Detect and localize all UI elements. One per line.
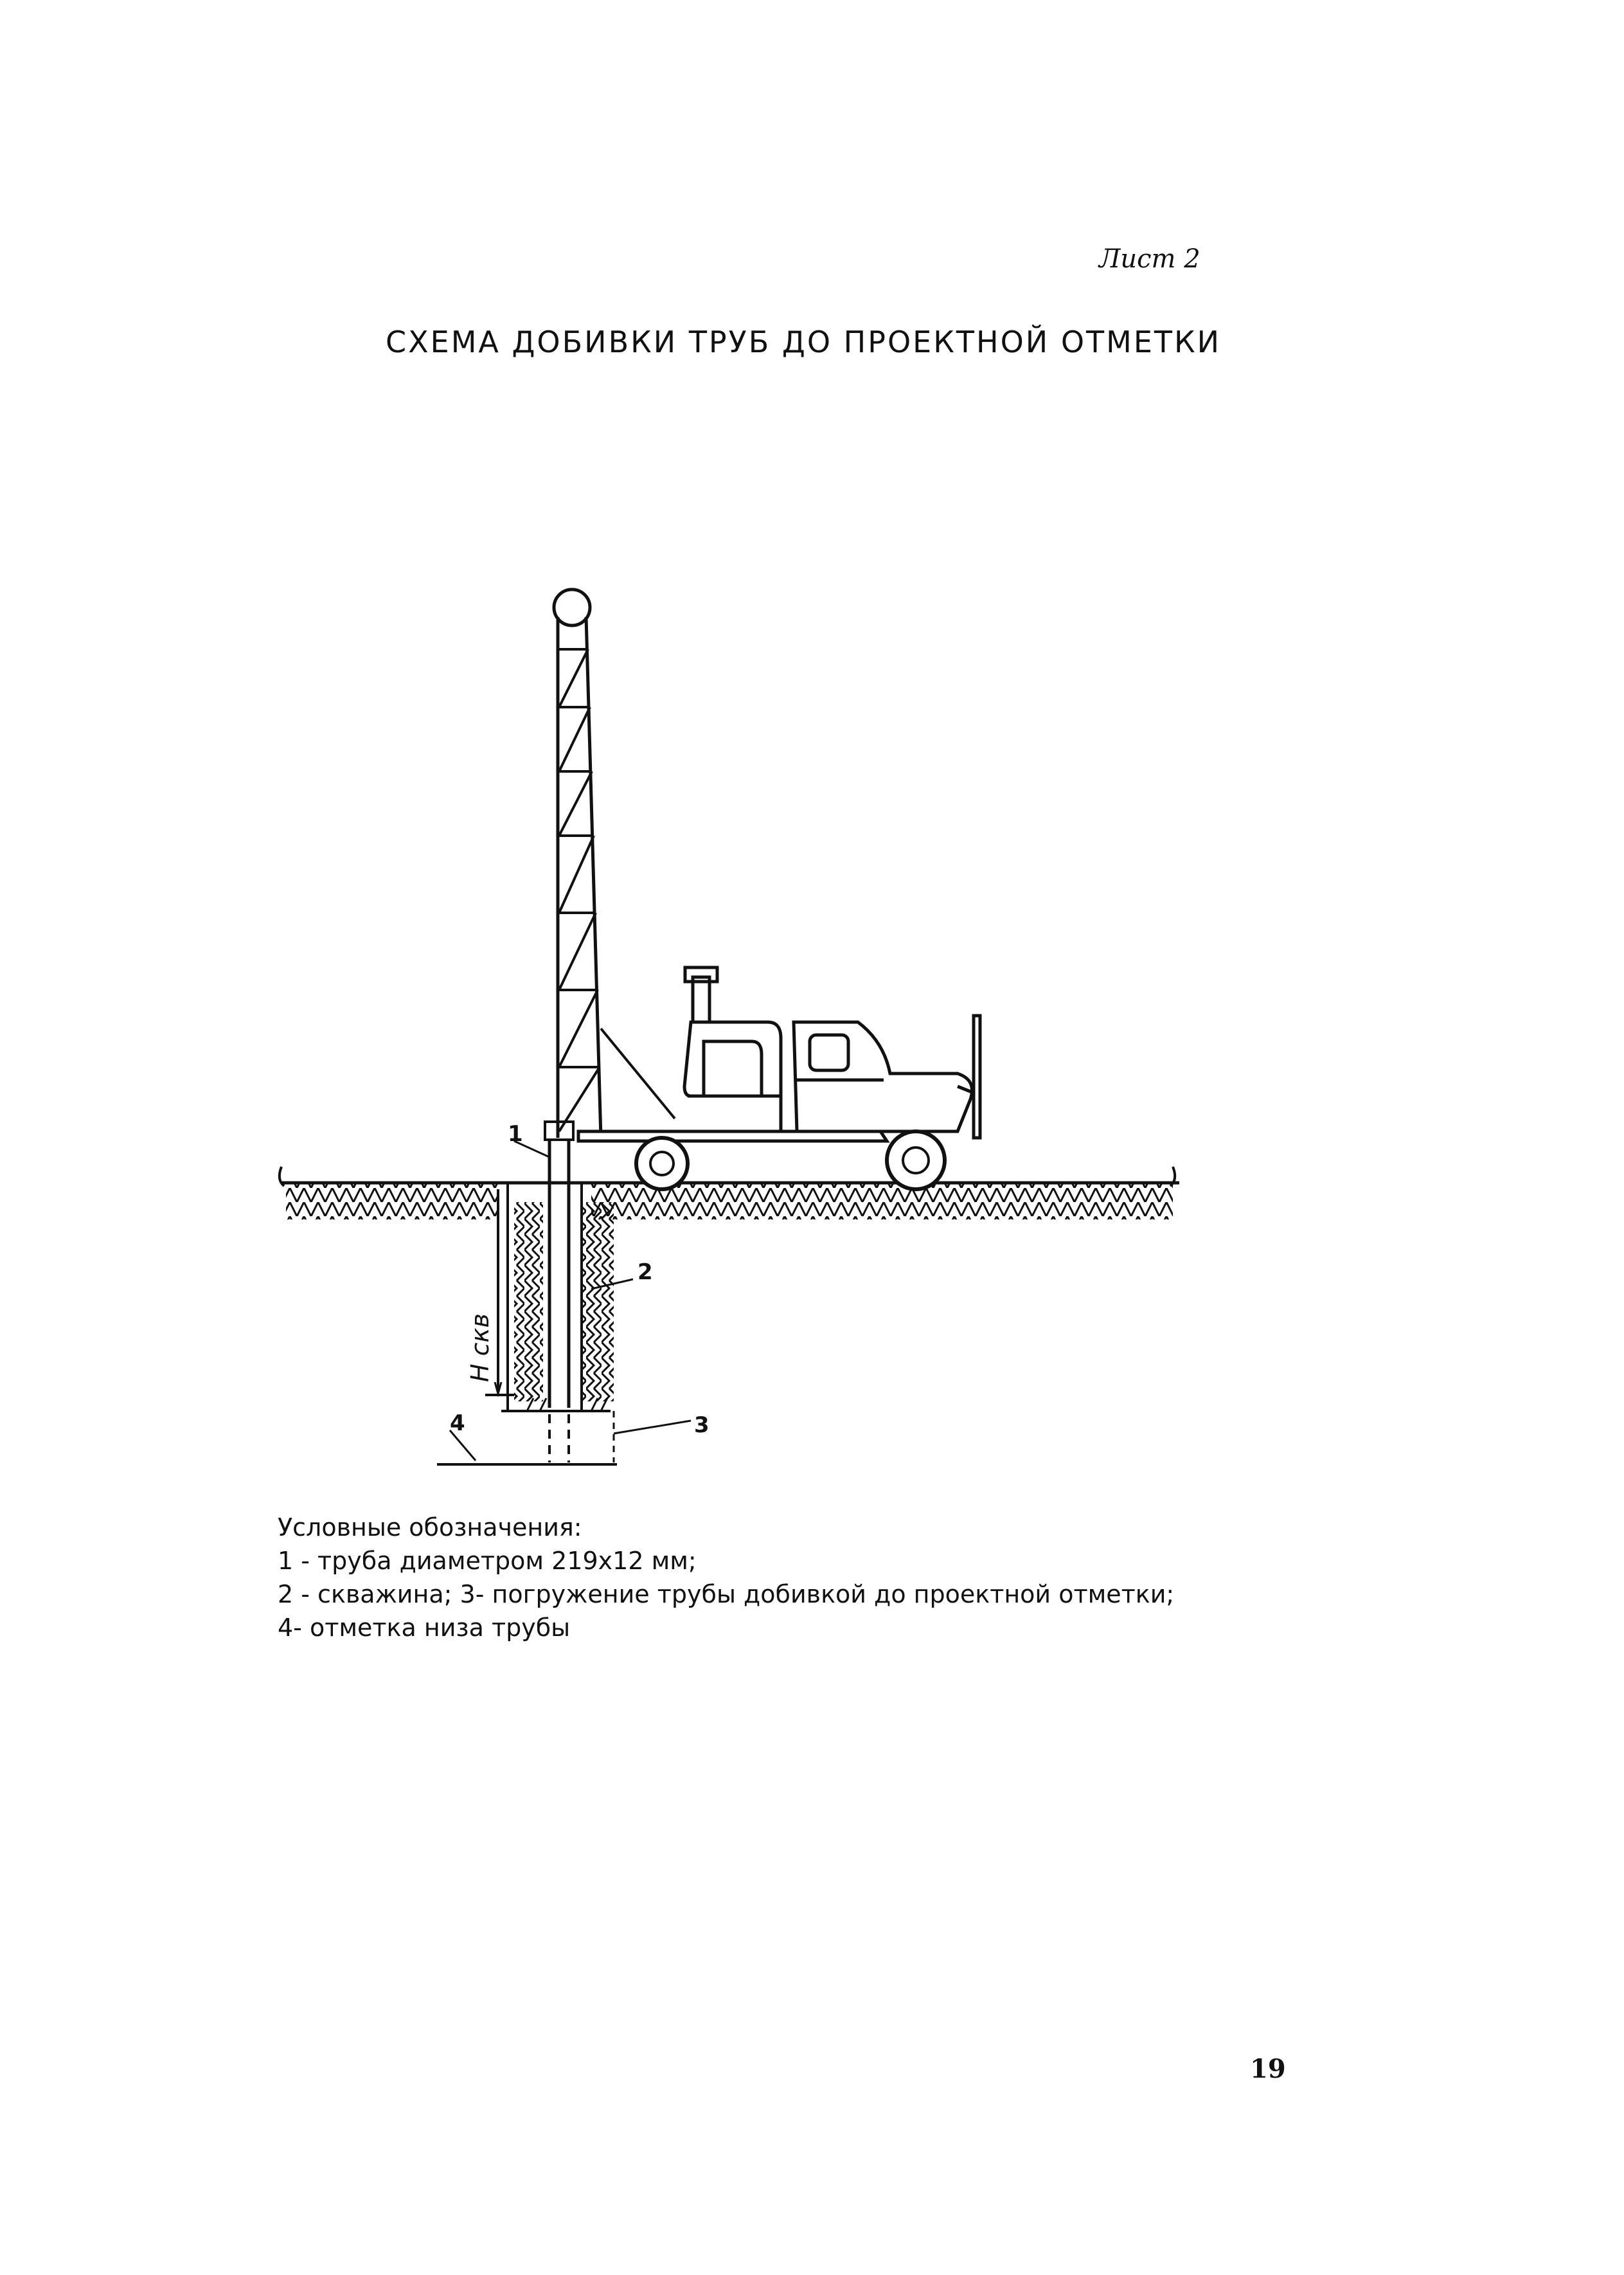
depth-label: H скв — [466, 1313, 494, 1382]
legend-heading: Условные обозначения: — [278, 1513, 582, 1542]
truck-rear-wheel — [887, 1131, 945, 1189]
page-title: СХЕМА ДОБИВКИ ТРУБ ДО ПРОЕКТНОЙ ОТМЕТКИ — [386, 325, 1222, 359]
callout-4: 4 — [450, 1410, 465, 1436]
callout-1: 1 — [508, 1121, 523, 1147]
callout-3: 3 — [694, 1412, 709, 1438]
callout-2: 2 — [638, 1259, 653, 1285]
truck — [578, 967, 980, 1141]
ground-surface — [280, 1167, 1179, 1219]
legend-item: 1 - труба диаметром 219x12 мм; — [278, 1547, 697, 1575]
borehole — [501, 1184, 614, 1411]
sheet-label: Лист 2 — [1099, 244, 1200, 274]
legend-item: 2 - скважина; 3- погружение трубы добивкой до проектной отметки; — [278, 1580, 1175, 1608]
truck-front-wheel — [636, 1138, 688, 1189]
drilling-mast — [554, 589, 675, 1138]
legend-item: 4- отметка низа трубы — [278, 1614, 571, 1642]
page-number: 19 — [1250, 2054, 1286, 2084]
bottom-mark — [437, 1411, 691, 1464]
legend — [278, 1511, 1174, 1644]
